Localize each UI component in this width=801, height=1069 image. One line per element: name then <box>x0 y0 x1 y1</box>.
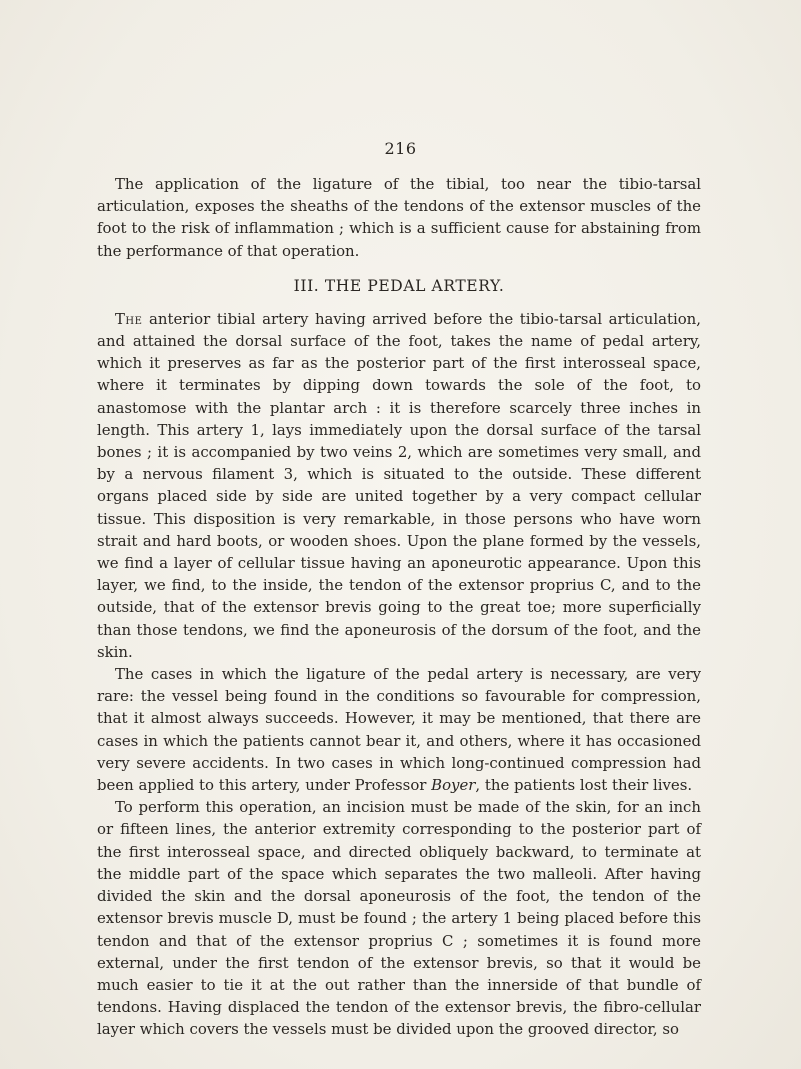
paragraph-ligature-tibial: The application of the ligature of the tibial, too near the tibio-tarsal articulation, exposes the sheaths of the tendons of the extensor muscles of the foot to the risk of inflammation ; which is a sufficient cause for abstaining from the performance of that operation. <box>97 175 701 260</box>
page-number: 216 <box>384 139 417 158</box>
paragraph-pedal-artery-anatomy <box>97 308 701 663</box>
paragraph-operation: To perform this operation, an incision must be made of the skin, for an inch or fifteen lines, the anterior extremity corresponding to the posterior part of the first interosseal space, and directed obliquely backward, to terminate at the middle part of the space which separates the two malleoli. After having divided the skin and the dorsal aponeurosis of the foot, the tendon of the extensor brevis muscle D, must be found ; the artery 1 being placed before this tendon and that of the extensor proprius C ; sometimes it is found more external, under the first tendon of the extensor brevis, so that it would be much easier to tie it at the out rather than the innerside of that bundle of tendons. Having displaced the tendon of the extensor brevis, the fibro-cellular layer which covers the vessels must be divided upon the grooved director, so <box>97 798 701 1039</box>
professor-name: Boyer <box>431 776 476 795</box>
paragraph-cases-text-b: , the patients lost their lives. <box>475 776 693 795</box>
page-body <box>97 173 701 1041</box>
paragraph-cases-text-a: The cases in which the ligature of the pedal artery is necessary, are very rare: the vessel being found in the conditions so favourable for compression, that it almost always succeeds. However, it may be mentioned, that there are cases in which the patients cannot bear it, and others, where it has occasioned very severe accidents. In two cases in which long-continued compression had been applied to this artery, under Professor <box>97 665 701 795</box>
paragraph-ligature-cases <box>97 663 701 796</box>
paragraph-lead-word: The <box>115 309 143 328</box>
section-heading: III. THE PEDAL ARTERY. <box>293 276 505 295</box>
paragraph-pedal-artery-text: anterior tibial artery having arrived before the tibio-tarsal articulation, and attained the dorsal surface of the foot, takes the name of pedal artery, which it preserves as far as the posterior part of the first interosseal space, where it terminates by dipping down towards the sole of the foot, to anastomose with the plantar arch : it is therefore scarcely three inches in length. This artery 1, lays immediately upon the dorsal surface of the tarsal bones ; it is accompanied by two veins 2, which are sometimes very small, and by a nervous filament 3, which is situated to the outside. These different organs placed side by side are united together by a very compact cellular tissue. This disposition is very remarkable, in those persons who have worn strait and hard boots, or wooden shoes. Upon the plane formed by the vessels, we find a layer of cellular tissue having an aponeurotic appearance. Upon this layer, we find, to the inside, the tendon of the extensor proprius C, and to the outside, that of the extensor brevis going to the great toe; more superficially than those tendons, we find the aponeurosis of the dorsum of the foot, and the skin. <box>97 309 701 661</box>
